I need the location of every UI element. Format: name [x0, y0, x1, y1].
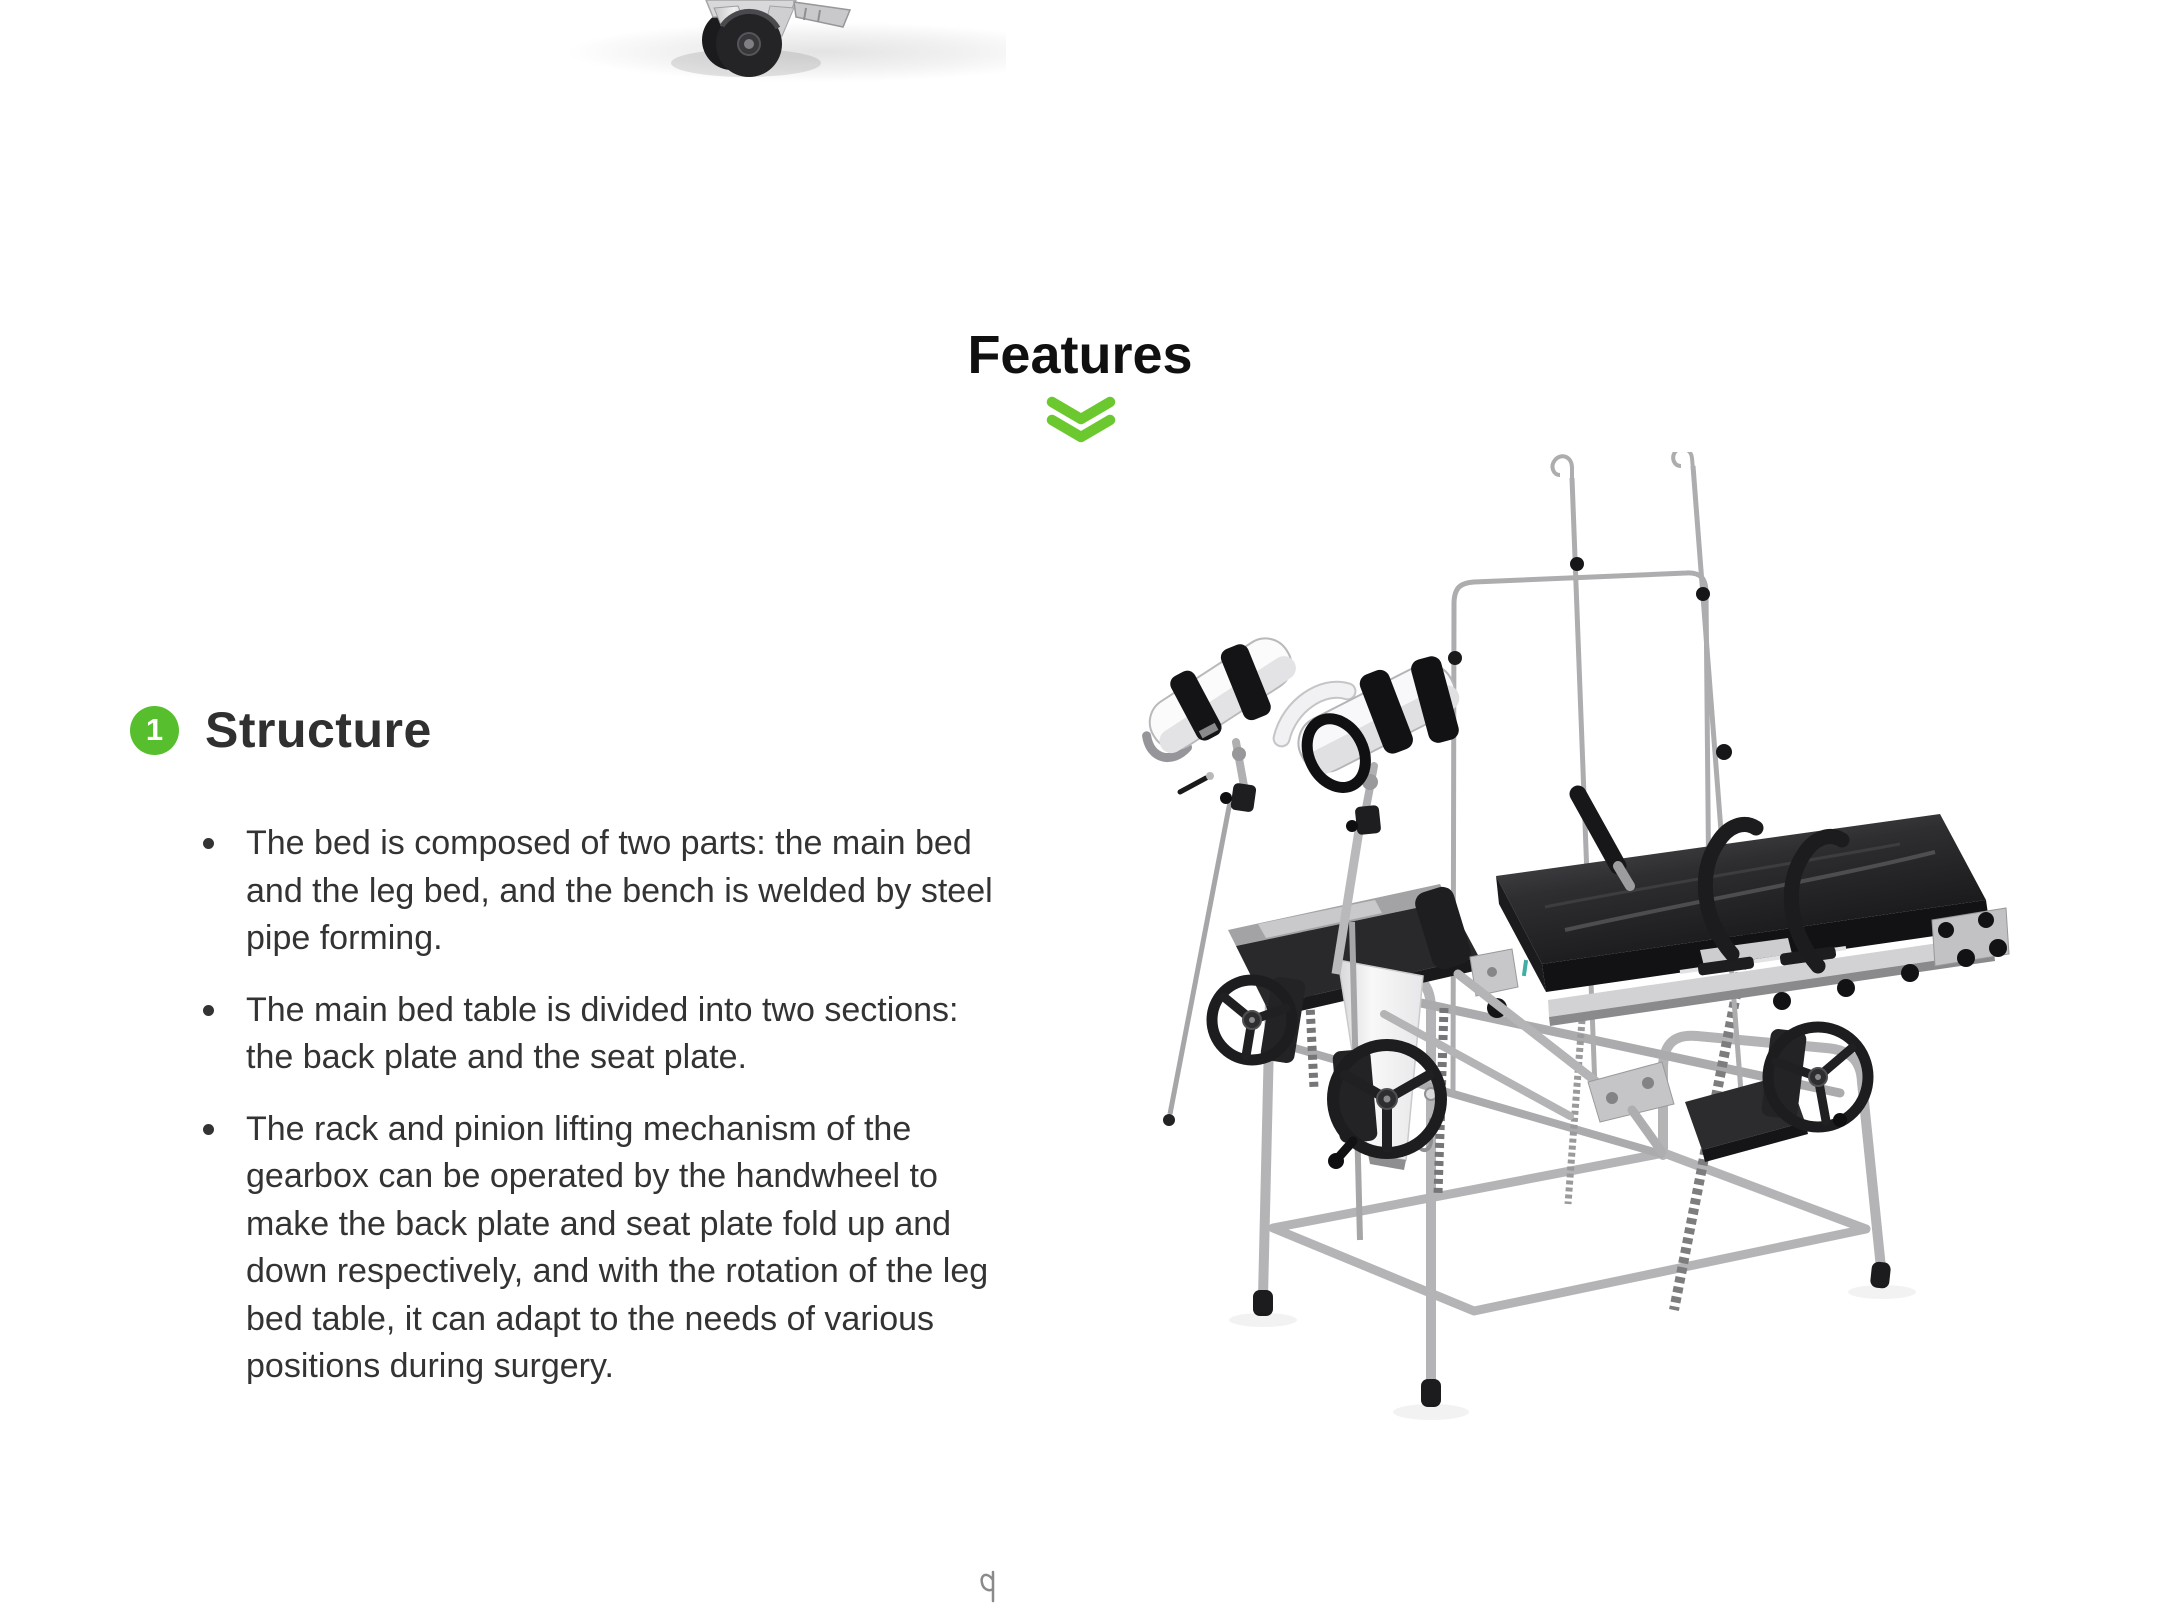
iv-pole-hook — [1673, 452, 1693, 470]
structure-title: Structure — [205, 702, 432, 758]
stirrup-rod — [1170, 802, 1230, 1114]
structure-section-header — [130, 701, 432, 759]
structure-bullet-list — [200, 820, 1000, 1415]
caster-wheel-image — [556, 0, 1006, 100]
product-image-exam-table — [1140, 452, 2020, 1603]
bullet-item: The rack and pinion lifting mechanism of the gearbox can be operated by the handwheel to make the back plate and seat plate fold up and down respectively, and with the rotation of the leg bed table, it can adapt to the needs of various positions during surgery. — [200, 1106, 1000, 1391]
bullet-item: The main bed table is divided into two sections: the back plate and the seat plate. — [200, 987, 1000, 1082]
bullet-item: The bed is composed of two parts: the main bed and the leg bed, and the bench is welded by steel pipe forming. — [200, 820, 1000, 963]
numbered-circle-badge: 1 — [130, 706, 179, 755]
iv-pole-hook — [1553, 456, 1572, 482]
leg-stirrup-right — [1271, 637, 1477, 835]
double-chevron-down-icon — [1044, 393, 1118, 445]
rubber-feet — [1229, 1261, 1916, 1420]
features-heading: Features — [967, 325, 1193, 385]
bottom-hook-tip-image — [975, 1568, 1015, 1603]
